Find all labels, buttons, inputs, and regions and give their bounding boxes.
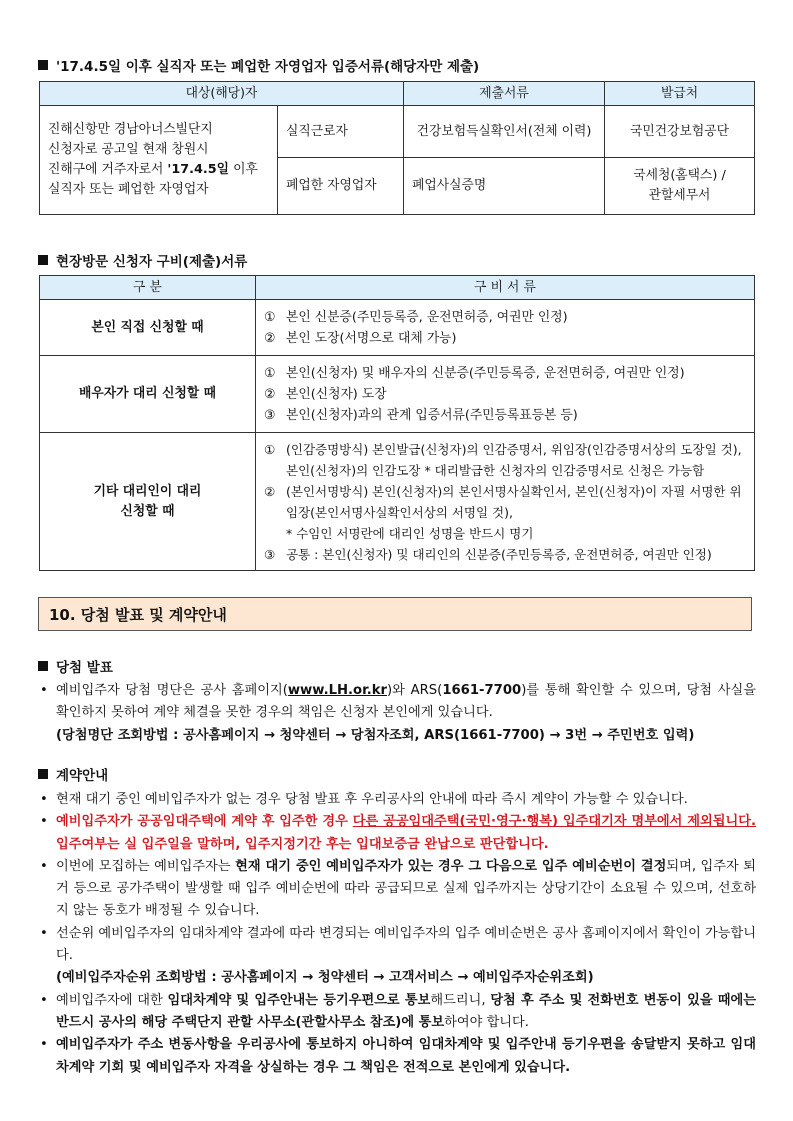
target-description-cell: 진해신항만 경남아너스빌단지 신청자로 공고일 현재 창원시 진해구에 거주자로서 '17.4.5일 이후 실직자 또는 폐업한 자영업자 — [40, 106, 278, 215]
list-item: ② 본인(신청자) 도장 — [264, 386, 387, 402]
announcement-block — [40, 680, 756, 747]
section-heading-visit-docs: 현장방문 신청자 구비(제출)서류 — [38, 250, 247, 270]
list-item: • 선순위 예비입주자의 임대차계약 결과에 따라 변경되는 예비입주자의 입주 예비순번은 공사 홈페이지에서 확인이 가능합니다. — [40, 925, 756, 964]
list-item: ① 본인 신분증(주민등록증, 운전면허증, 여권만 인정) — [264, 309, 568, 325]
list-item: • 예비입주자가 주소 변동사항을 우리공사에 통보하지 아니하여 임대차계약 및 입주안내 등기우편을 송달받지 못하고 임대차계약 기회 및 예비입주자 자격을 상실하는 경우 그 책임은 전적으로 본인에게 있습니다. — [40, 1037, 756, 1075]
category-self: 본인 직접 신청할 때 — [40, 300, 256, 356]
list-item: ② (본인서명방식) 본인(신청자)의 본인서명사실확인서, 본인(신청자)이 자필 서명한 위임장(본인서명사실확인서상의 서명일 것), — [264, 483, 742, 520]
waitlist-method: (예비입주자순위 조회방법 : 공사홈페이지 → 청약센터 → 고객서비스 → 예비입주자순위조회) — [56, 970, 594, 986]
table-row — [40, 356, 755, 433]
list-item: • 예비입주자가 공공임대주택에 계약 후 입주한 경우 다른 공공임대주택(국민·영구·행복) 입주대기자 명부에서 제외됩니다. 입주여부는 실 입주일을 말하며, 입주지정기간 후는 입대보증금 완납으로 판단합니다. — [40, 814, 756, 852]
visit-docs-table — [39, 275, 755, 571]
table-row — [40, 433, 755, 571]
list-item: ③ 본인(신청자)과의 관계 입증서류(주민등록표등본 등) — [264, 407, 578, 423]
list-item: ① (인감증명방식) 본인발급(신청자)의 인감증명서, 위임장(인감증명서상의 도장일 것), 본인(신청자)의 인감도장 * 대리발급한 신청자의 인감증명서로 신청은 가능함 — [264, 441, 742, 478]
subheading-announcement: 당첨 발표 — [38, 656, 113, 676]
section-title-bar: 10. 당첨 발표 및 계약안내 — [38, 597, 752, 631]
announce-method: (당첨명단 조회방법 : 공사홈페이지 → 청약센터 → 당첨자조회, ARS(1661-7700) → 3번 → 주민번호 입력) — [56, 727, 695, 743]
doc-health-insurance: 건강보험득실확인서(전체 이력) — [404, 106, 605, 158]
list-item: ② 본인 도장(서명으로 대체 가능) — [264, 330, 457, 346]
subheading-contract: 계약안내 — [38, 764, 108, 784]
table-row — [40, 300, 755, 356]
list-item: * 수임인 서명란에 대리인 성명을 반드시 명기 — [286, 525, 534, 541]
list-item: ③ 공통 : 본인(신청자) 및 대리인의 신분증(주민등록증, 운전면허증, 여권만 인정) — [264, 546, 712, 562]
category-other-agent: 기타 대리인이 대리 신청할 때 — [40, 433, 256, 571]
lh-website-link[interactable]: www.LH.or.kr — [287, 683, 388, 698]
col-header-required-docs: 구 비 서 류 — [256, 276, 755, 300]
square-bullet-icon — [38, 769, 48, 779]
contract-block — [40, 789, 756, 1079]
issuer-tax-office: 국세청(홈택스) / 관할세무서 — [605, 158, 755, 215]
square-bullet-icon — [38, 661, 48, 671]
col-header-target: 대상(해당)자 — [40, 82, 404, 106]
col-header-category: 구 분 — [40, 276, 256, 300]
type-unemployed-worker: 실직근로자 — [278, 106, 404, 158]
square-bullet-icon — [38, 255, 48, 265]
docs-self — [256, 300, 755, 356]
list-item: • 이번에 모집하는 예비입주자는 현재 대기 중인 예비입주자가 있는 경우 그 다음으로 입주 예비순번이 결정되며, 입주자 퇴거 등으로 공가주택이 발생할 때 입주 예비순번에 따라 공급되므로 실제 입주까지는 상당기간이 소요될 수 있으며, 선호하지 않는 동호가 배정될 수 있습니다. — [40, 858, 756, 919]
docs-spouse — [256, 356, 755, 433]
list-item: • 예비입주자에 대한 임대차계약 및 입주안내는 등기우편으로 통보해드리니, 당첨 후 주소 및 전화번호 변동이 있을 때에는 반드시 공사의 해당 주택단지 관할 사무소(관할사무소 참조)에 통보하여야 합니다. — [40, 992, 756, 1030]
col-header-issuer: 발급처 — [605, 82, 755, 106]
list-item: • 예비입주자 당첨 명단은 공사 홈페이지(www.LH.or.kr)와 ARS(1661-7700)를 통해 확인할 수 있으며, 당첨 사실을 확인하지 못하여 계약 체결을 못한 경우의 책임은 신청자 본인에게 있습니다. — [40, 683, 756, 721]
section-heading-unemployed: '17.4.5일 이후 실직자 또는 폐업한 자영업자 입증서류(해당자만 제출) — [38, 55, 479, 75]
doc-closure-certificate: 폐업사실증명 — [404, 158, 605, 215]
category-spouse: 배우자가 대리 신청할 때 — [40, 356, 256, 433]
list-item: ① 본인(신청자) 및 배우자의 신분증(주민등록증, 운전면허증, 여권만 인정) — [264, 365, 685, 381]
col-header-docs: 제출서류 — [404, 82, 605, 106]
type-closed-business: 폐업한 자영업자 — [278, 158, 404, 215]
docs-other-agent — [256, 433, 755, 571]
unemployed-docs-table — [39, 81, 755, 215]
square-bullet-icon — [38, 60, 48, 70]
issuer-health-insurance: 국민건강보험공단 — [605, 106, 755, 158]
list-item: • 현재 대기 중인 예비입주자가 없는 경우 당첨 발표 후 우리공사의 안내에 따라 즉시 계약이 가능할 수 있습니다. — [40, 792, 688, 807]
